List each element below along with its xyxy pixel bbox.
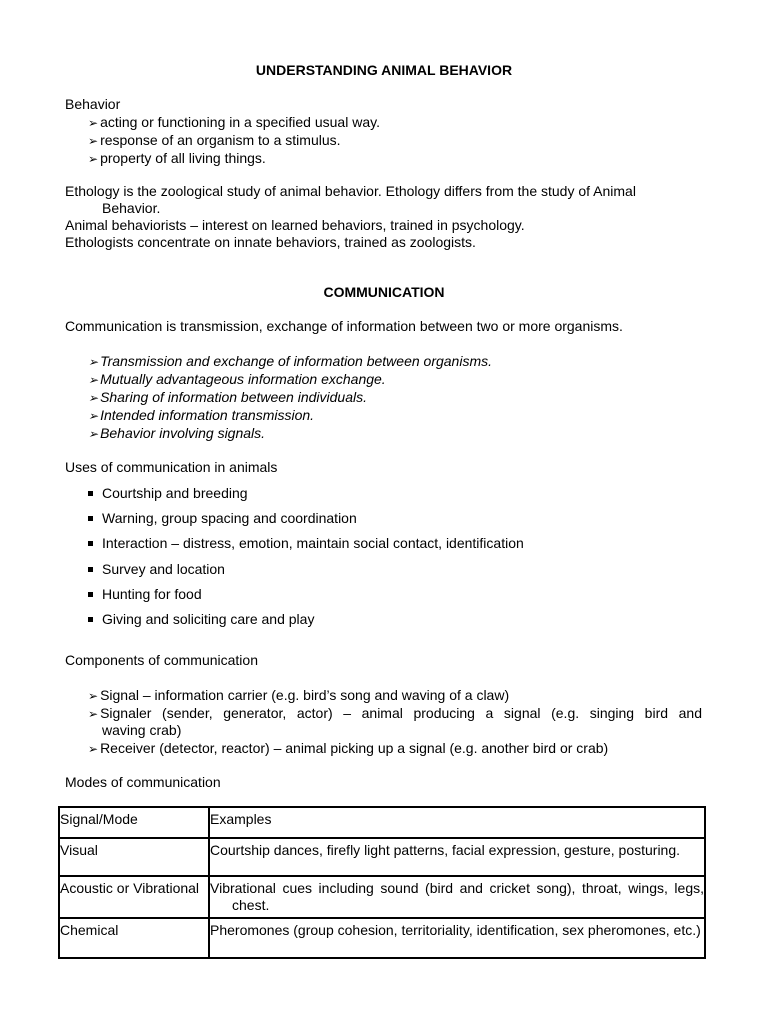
table-row <box>59 838 705 876</box>
square-bullet-icon <box>88 491 93 496</box>
uses-item-text: Interaction – distress, emotion, maintain social contact, identification <box>102 535 524 551</box>
definition-item-text: Sharing of information between individuals. <box>100 389 367 405</box>
table-row <box>59 876 705 918</box>
behavior-item-text: acting or functioning in a specified usual way. <box>100 114 380 130</box>
arrow-bullet-icon: ➢ <box>88 391 99 405</box>
component-signaler-cont: waving crab) <box>102 722 182 738</box>
uses-item <box>88 484 248 502</box>
definition-item <box>88 406 314 425</box>
page-title: UNDERSTANDING ANIMAL BEHAVIOR <box>255 62 513 78</box>
communication-definition: Communication is transmission, exchange of information between two or more organisms. <box>65 318 623 334</box>
definition-item-text: Behavior involving signals. <box>100 425 266 441</box>
square-bullet-icon <box>88 592 93 597</box>
table-header-row <box>59 807 705 838</box>
mode-text: Chemical <box>60 922 119 938</box>
table-cell-mode <box>59 918 209 958</box>
ethology-definition-cont: Behavior. <box>102 200 161 216</box>
arrow-bullet-icon: ➢ <box>88 152 99 166</box>
mode-text: Visual <box>60 842 98 858</box>
arrow-bullet-icon: ➢ <box>88 134 99 148</box>
table-header-cell <box>209 807 705 838</box>
header-signal-mode: Signal/Mode <box>60 811 138 827</box>
definition-item-text: Transmission and exchange of information between organisms. <box>100 353 493 369</box>
definition-item <box>88 352 492 371</box>
modes-table <box>58 806 706 959</box>
arrow-bullet-icon: ➢ <box>88 689 99 703</box>
table-row <box>59 918 705 958</box>
table-cell-mode <box>59 876 209 918</box>
definition-item <box>88 370 386 389</box>
uses-item <box>88 585 202 603</box>
square-bullet-icon <box>88 567 93 572</box>
component-signaler-text: Signaler (sender, generator, actor) – animal producing a signal (e.g. singing bird and <box>100 705 702 721</box>
examples-text: Pheromones (group cohesion, territoriality, identification, sex pheromones, etc.) <box>210 922 701 938</box>
components-heading: Components of communication <box>65 652 258 668</box>
uses-item-text: Survey and location <box>102 561 225 577</box>
uses-item-text: Warning, group spacing and coordination <box>102 510 357 526</box>
header-examples: Examples <box>210 811 272 827</box>
arrow-bullet-icon: ➢ <box>88 742 99 756</box>
modes-heading: Modes of communication <box>65 774 221 790</box>
arrow-bullet-icon: ➢ <box>88 116 99 130</box>
table-header-cell <box>59 807 209 838</box>
component-signal <box>88 686 509 705</box>
square-bullet-icon <box>88 516 93 521</box>
mode-text: Acoustic or Vibrational <box>60 880 200 896</box>
table-cell-examples <box>209 876 705 918</box>
definition-item <box>88 424 265 443</box>
arrow-bullet-icon: ➢ <box>88 427 99 441</box>
uses-item <box>88 509 357 527</box>
uses-item-text: Hunting for food <box>102 586 202 602</box>
component-signal-text: Signal – information carrier (e.g. bird’s song and waving of a claw) <box>100 687 510 703</box>
uses-heading: Uses of communication in animals <box>65 459 278 475</box>
table-cell-examples <box>209 918 705 958</box>
examples-text: Courtship dances, firefly light patterns, facial expression, gesture, posturing. <box>210 842 681 858</box>
uses-item <box>88 610 314 628</box>
examples-text: Vibrational cues including sound (bird and cricket song), throat, wings, legs, chest. <box>210 880 704 913</box>
uses-item-text: Giving and soliciting care and play <box>102 611 315 627</box>
ethologists-line: Ethologists concentrate on innate behaviors, trained as zoologists. <box>65 234 476 250</box>
ethology-definition: Ethology is the zoological study of animal behavior. Ethology differs from the study of Animal <box>65 183 636 199</box>
arrow-bullet-icon: ➢ <box>88 707 99 721</box>
animal-behaviorists-line: Animal behaviorists – interest on learned behaviors, trained in psychology. <box>65 217 525 233</box>
arrow-bullet-icon: ➢ <box>88 355 99 369</box>
behavior-item <box>88 149 266 168</box>
behavior-item <box>88 131 341 150</box>
definition-item-text: Mutually advantageous information exchange. <box>100 371 386 387</box>
square-bullet-icon <box>88 617 93 622</box>
component-receiver <box>88 739 608 758</box>
communication-heading: COMMUNICATION <box>323 284 445 300</box>
uses-item <box>88 560 225 578</box>
definition-item-text: Intended information transmission. <box>100 407 315 423</box>
behavior-item-text: property of all living things. <box>100 150 266 166</box>
definition-item <box>88 388 367 407</box>
table-cell-mode <box>59 838 209 876</box>
uses-item <box>88 534 524 552</box>
arrow-bullet-icon: ➢ <box>88 409 99 423</box>
table-cell-examples <box>209 838 705 876</box>
arrow-bullet-icon: ➢ <box>88 373 99 387</box>
behavior-item <box>88 113 380 132</box>
behavior-heading: Behavior <box>65 96 121 112</box>
component-receiver-text: Receiver (detector, reactor) – animal picking up a signal (e.g. another bird or crab) <box>100 740 609 756</box>
behavior-item-text: response of an organism to a stimulus. <box>100 132 341 148</box>
uses-item-text: Courtship and breeding <box>102 485 248 501</box>
square-bullet-icon <box>88 541 93 546</box>
